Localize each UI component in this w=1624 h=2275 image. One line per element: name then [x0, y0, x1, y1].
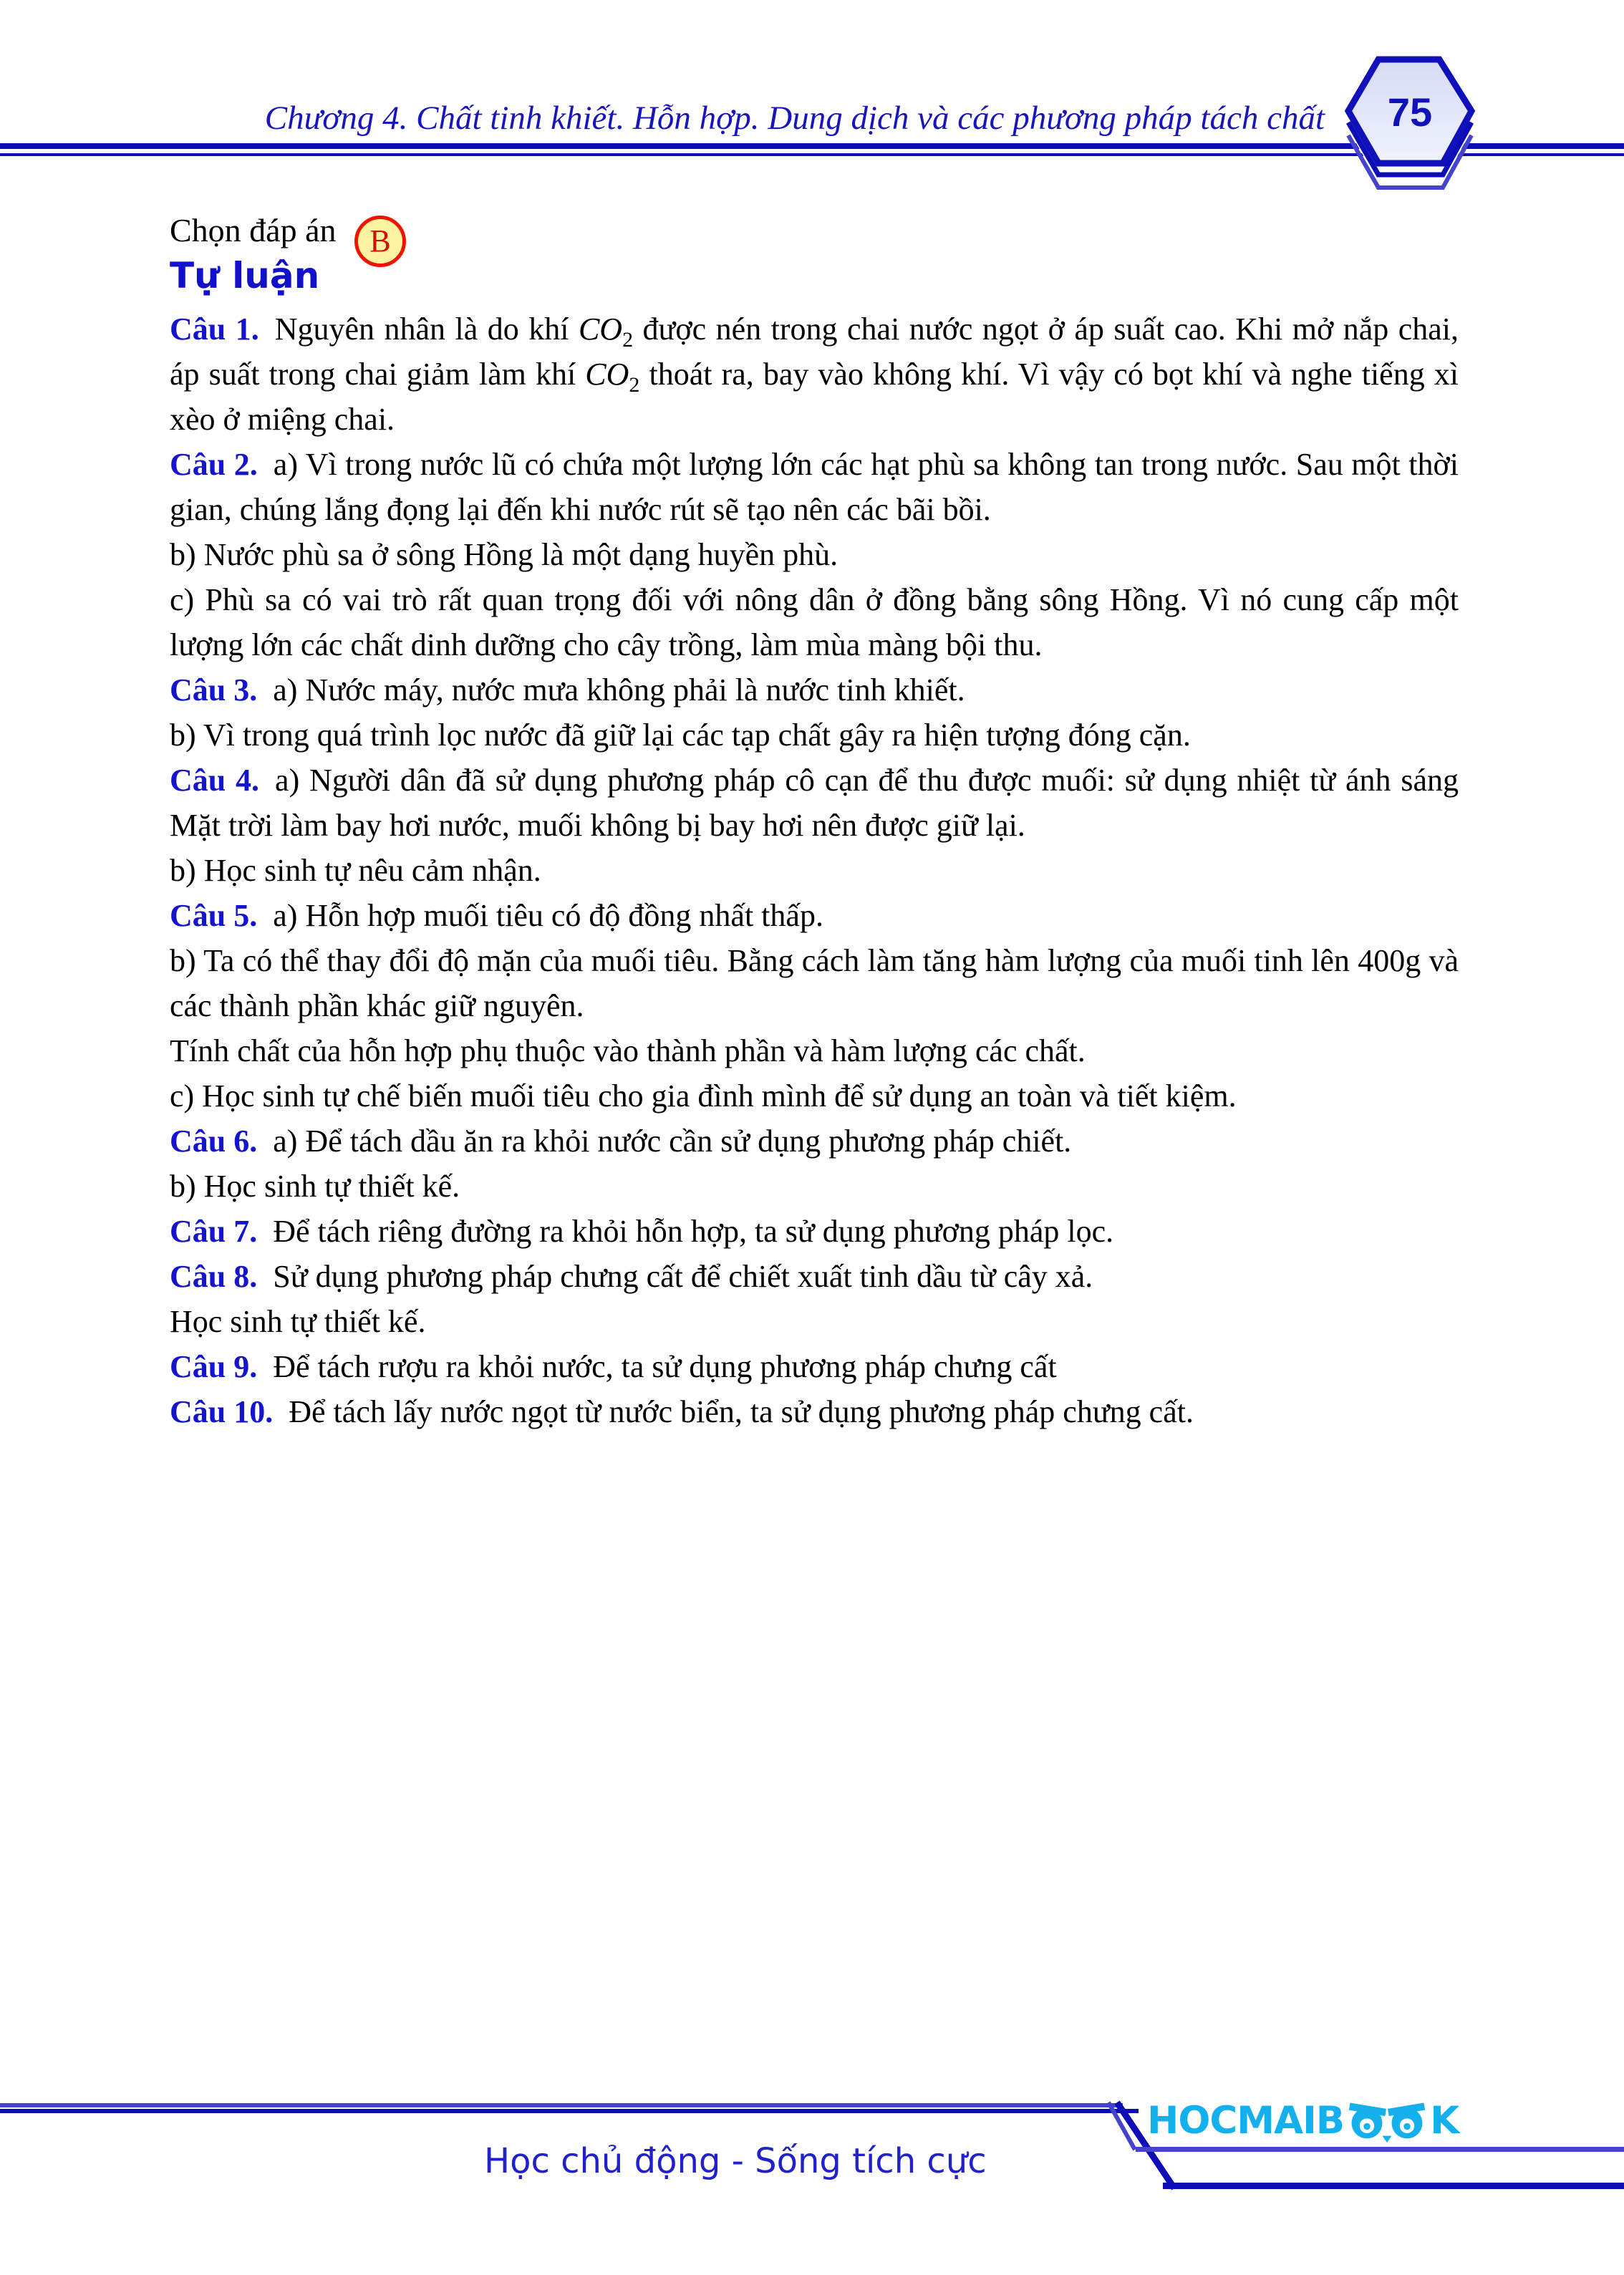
question-label: Câu 4. — [170, 763, 260, 798]
answer-paragraph — [170, 758, 1459, 848]
answer-paragraph — [170, 893, 1459, 938]
text-run: được nén trong chai nước ngọt ở áp suất cao. Khi mở nắp chai, áp suất trong chai giảm làm khí — [170, 311, 1459, 392]
question-label: Câu 7. — [170, 1214, 258, 1249]
text-run: a) Hỗn hợp muối tiêu có độ đồng nhất thấp. — [273, 898, 823, 933]
text-run: thoát ra, bay vào không khí. Vì vậy có bọt khí và nghe tiếng xì xèo ở miệng chai. — [170, 357, 1459, 437]
chapter-title: Chương 4. Chất tinh khiết. Hỗn hợp. Dung dịch và các phương pháp tách chất — [264, 100, 1325, 137]
brand-logo-left: HOCMAIB — [1147, 2098, 1345, 2143]
text-run: b) Ta có thể thay đổi độ mặn của muối tiêu. Bằng cách làm tăng hàm lượng của muối tinh lên 400g và các thành phần khác giữ nguyên. — [170, 943, 1459, 1023]
answer-paragraph — [170, 1164, 1459, 1209]
text-run: Để tách lấy nước ngọt từ nước biển, ta sử dụng phương pháp chưng cất. — [289, 1394, 1194, 1429]
answer-paragraph — [170, 1299, 1459, 1344]
answer-prefix: Chọn đáp án — [170, 212, 337, 248]
answer-paragraph — [170, 1119, 1459, 1164]
answer-paragraph — [170, 1073, 1459, 1119]
text-run: c) Học sinh tự chế biến muối tiêu cho gia đình mình để sử dụng an toàn và tiết kiệm. — [170, 1078, 1237, 1114]
question-label: Câu 5. — [170, 898, 258, 933]
owl-eyes-icon — [1345, 2102, 1429, 2143]
page-number-badge — [1328, 33, 1536, 255]
text-run: b) Nước phù sa ở sông Hồng là một dạng huyền phù. — [170, 537, 838, 572]
subscript-run: 2 — [629, 372, 640, 397]
answer-paragraph — [170, 306, 1459, 442]
answer-paragraph — [170, 938, 1459, 1028]
text-run: Để tách rượu ra khỏi nước, ta sử dụng phương pháp chưng cất — [273, 1349, 1057, 1384]
text-run: c) Phù sa có vai trò rất quan trọng đối với nông dân ở đồng bằng sông Hồng. Vì nó cung cấp một lượng lớn các chất dinh dưỡng cho cây trồng, làm mùa màng bội thu. — [170, 582, 1459, 662]
subscript-run: 2 — [622, 327, 634, 352]
text-run: a) Người dân đã sử dụng phương pháp cô cạn để thu được muối: sử dụng nhiệt từ ánh sáng Mặt trời làm bay hơi nước, muối không bị bay hơi nên được giữ lại. — [170, 763, 1459, 843]
text-run: Sử dụng phương pháp chưng cất để chiết xuất tinh dầu từ cây xả. — [273, 1259, 1093, 1294]
page-number: 75 — [1387, 90, 1433, 135]
question-label: Câu 6. — [170, 1124, 258, 1159]
text-run: a) Vì trong nước lũ có chứa một lượng lớn các hạt phù sa không tan trong nước. Sau một thời gian, chúng lắng đọng lại đến khi nước rút sẽ tạo nên các bãi bồi. — [170, 447, 1459, 527]
answer-paragraph — [170, 667, 1459, 713]
question-label: Câu 8. — [170, 1259, 258, 1294]
footer-rule-dark-left — [0, 2109, 1139, 2113]
question-label: Câu 10. — [170, 1394, 274, 1429]
footer-rule-dark-right — [1163, 2183, 1624, 2189]
text-run: b) Học sinh tự thiết kế. — [170, 1169, 460, 1204]
section-heading: Tự luận — [170, 255, 320, 296]
answer-paragraph — [170, 442, 1459, 532]
question-label: Câu 1. — [170, 311, 259, 347]
text-run: b) Học sinh tự nêu cảm nhận. — [170, 853, 541, 888]
answer-paragraph — [170, 1028, 1459, 1073]
text-run: b) Vì trong quá trình lọc nước đã giữ lại các tạp chất gây ra hiện tượng đóng cặn. — [170, 718, 1191, 753]
text-run: Học sinh tự thiết kế. — [170, 1304, 426, 1339]
answer-paragraph — [170, 1209, 1459, 1254]
answer-paragraph — [170, 577, 1459, 667]
question-label: Câu 9. — [170, 1349, 258, 1384]
answer-paragraph — [170, 713, 1459, 758]
answer-choice-circle: B — [354, 216, 406, 267]
question-label: Câu 3. — [170, 672, 258, 707]
footer-rule-indigo-left — [0, 2103, 1123, 2107]
tagline: Học chủ động - Sống tích cực — [484, 2141, 987, 2181]
text-run: Để tách riêng đường ra khỏi hỗn hợp, ta sử dụng phương pháp lọc. — [273, 1214, 1114, 1249]
footer-rule-indigo-right — [1136, 2147, 1624, 2152]
math-run: CO — [585, 357, 629, 392]
answer-paragraph — [170, 848, 1459, 893]
answer-paragraph — [170, 532, 1459, 577]
math-run: CO — [578, 311, 623, 347]
answer-paragraph — [170, 1344, 1459, 1389]
brand-logo — [1147, 2098, 1459, 2143]
brand-logo-right: K — [1430, 2098, 1459, 2143]
text-run: a) Nước máy, nước mưa không phải là nước tinh khiết. — [273, 672, 965, 707]
text-run: a) Để tách dầu ăn ra khỏi nước cần sử dụng phương pháp chiết. — [273, 1124, 1072, 1159]
essay-answers — [170, 306, 1459, 1434]
question-label: Câu 2. — [170, 447, 258, 482]
answer-paragraph — [170, 1254, 1459, 1299]
text-run: Tính chất của hỗn hợp phụ thuộc vào thành phần và hàm lượng các chất. — [170, 1033, 1086, 1068]
answer-paragraph — [170, 1389, 1459, 1434]
text-run: Nguyên nhân là do khí — [274, 311, 579, 347]
